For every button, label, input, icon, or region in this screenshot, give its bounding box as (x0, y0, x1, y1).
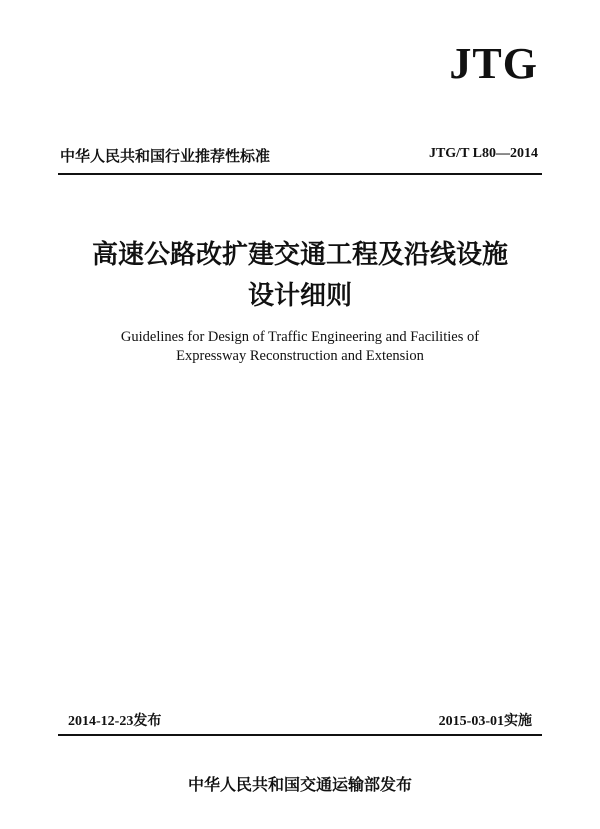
title-cn-line1: 高速公路改扩建交通工程及沿线设施 (91, 240, 508, 270)
title-en-line2: Expressway Reconstruction and Extension (176, 348, 424, 364)
implementation-date: 2015-03-01实施 (438, 714, 532, 729)
issue-date: 2014-12-23发布 (68, 714, 162, 729)
standard-code: JTG/T L80—2014 (428, 146, 538, 161)
jtg-logo: JTG (449, 39, 538, 88)
footer-divider (58, 734, 542, 736)
standard-category: 中华人民共和国行业推荐性标准 (60, 147, 271, 165)
header-divider (58, 173, 542, 175)
title-en-line1: Guidelines for Design of Traffic Engineering and Facilities of (120, 329, 480, 345)
title-cn-line2: 设计细则 (247, 281, 352, 311)
publisher: 中华人民共和国交通运输部发布 (187, 775, 412, 794)
